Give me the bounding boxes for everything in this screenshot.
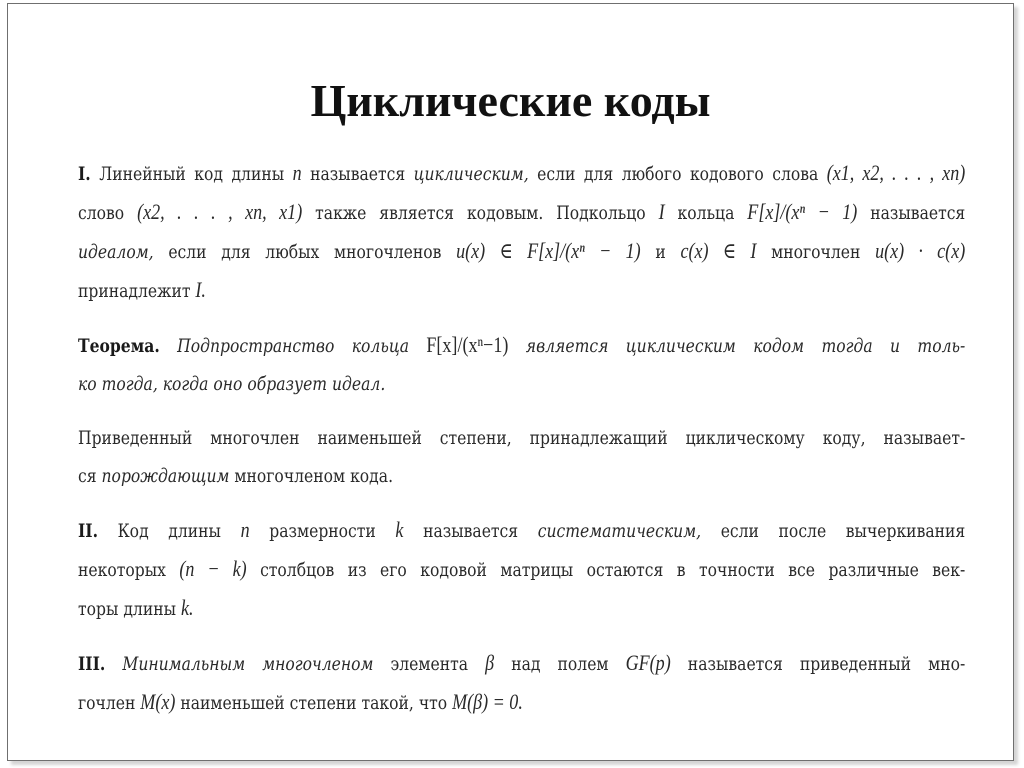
generator-line-2 <box>78 457 965 495</box>
text: многочлен <box>771 241 861 263</box>
text: если для любых многочленов <box>168 241 442 263</box>
math-shifted-word: (x2, . . . , xn, x1) <box>137 199 303 224</box>
text: над полем <box>511 653 609 675</box>
math-n: n <box>240 517 250 542</box>
math-I: I. <box>195 277 206 302</box>
math-Mx: M(x) <box>140 689 176 714</box>
text: столбцов из его кодовой матрицы остаются в точности все различные век- <box>260 559 966 581</box>
section-2 <box>78 511 965 628</box>
section-1-line-2 <box>78 193 965 232</box>
text: называется <box>423 520 519 542</box>
math-codeword: (x1, x2, . . . , xn) <box>826 160 966 185</box>
math-M-beta-zero: M(β) = 0. <box>452 689 523 714</box>
math-ring: F[x]/(xⁿ−1) <box>426 332 509 357</box>
math-k: k. <box>180 595 194 620</box>
text: Код длины <box>117 520 221 542</box>
text: Подпространство кольца <box>177 335 409 357</box>
text: ся <box>78 465 97 487</box>
math-n-minus-k: (n − k) <box>179 556 247 581</box>
text: также является кодовым. Подкольцо <box>315 202 646 224</box>
math-product: u(x) · c(x) <box>875 238 966 263</box>
term-cyclic: циклическим, <box>413 163 529 185</box>
section-2-line-3 <box>78 589 965 628</box>
generator-line-1: Приведенный многочлен наименьшей степени, принадлежащий циклическому коду, называет- <box>78 427 966 449</box>
text: называется <box>310 163 406 185</box>
text: если после вычеркивания <box>720 520 966 542</box>
text: некоторых <box>78 559 166 581</box>
text: и <box>655 241 666 263</box>
section-3-marker: III. <box>78 653 106 675</box>
section-1-line-4 <box>78 271 965 310</box>
term-systematic: систематическим, <box>537 520 702 542</box>
section-2-line-2 <box>78 550 965 589</box>
section-3 <box>78 644 965 722</box>
section-2-line-1 <box>78 511 965 550</box>
theorem-line-2: ко тогда, когда оно образует идеал. <box>78 373 386 395</box>
slide-content <box>78 154 965 738</box>
term-minimal-polynomial: Минимальным многочленом <box>122 653 374 675</box>
slide <box>7 3 1014 761</box>
text: Линейный код длины <box>99 163 285 185</box>
text: называется <box>870 202 966 224</box>
math-beta: β <box>485 650 495 675</box>
text: является циклическим кодом тогда и толь- <box>525 335 966 357</box>
math-gf: GF(p) <box>625 650 671 675</box>
text: наименьшей степени такой, что <box>180 692 448 714</box>
section-1-line-3 <box>78 232 965 271</box>
text: слово <box>78 202 125 224</box>
math-u-in-ring: u(x) ∈ F[x]/(xⁿ − 1) <box>456 238 641 263</box>
section-1-line-1 <box>78 154 965 193</box>
math-c-in-I: c(x) ∈ I <box>680 238 757 263</box>
term-generating: порождающим <box>101 465 230 487</box>
slide-title: Циклические коды <box>310 75 711 126</box>
section-3-line-1 <box>78 644 965 683</box>
theorem-label: Теорема. <box>78 335 160 357</box>
math-I: I <box>658 199 665 224</box>
math-n: n <box>292 160 302 185</box>
text: торы длины <box>78 598 176 620</box>
theorem <box>78 326 965 403</box>
text: кольца <box>677 202 735 224</box>
section-1 <box>78 154 965 310</box>
term-ideal: идеалом, <box>78 241 154 263</box>
theorem-line-1 <box>78 326 965 365</box>
math-k: k <box>395 517 404 542</box>
math-ring: F[x]/(xⁿ − 1) <box>747 199 858 224</box>
text: принадлежит <box>78 280 191 302</box>
generator-definition <box>78 419 965 495</box>
text: размерности <box>269 520 376 542</box>
text: если для любого кодового слова <box>537 163 819 185</box>
section-2-marker: II. <box>78 520 99 542</box>
text: элемента <box>390 653 469 675</box>
text: многочленом кода. <box>234 465 394 487</box>
text: называется приведенный мно- <box>687 653 966 675</box>
section-3-line-2 <box>78 683 965 722</box>
section-1-marker: I. <box>78 163 91 185</box>
text: гочлен <box>78 692 136 714</box>
